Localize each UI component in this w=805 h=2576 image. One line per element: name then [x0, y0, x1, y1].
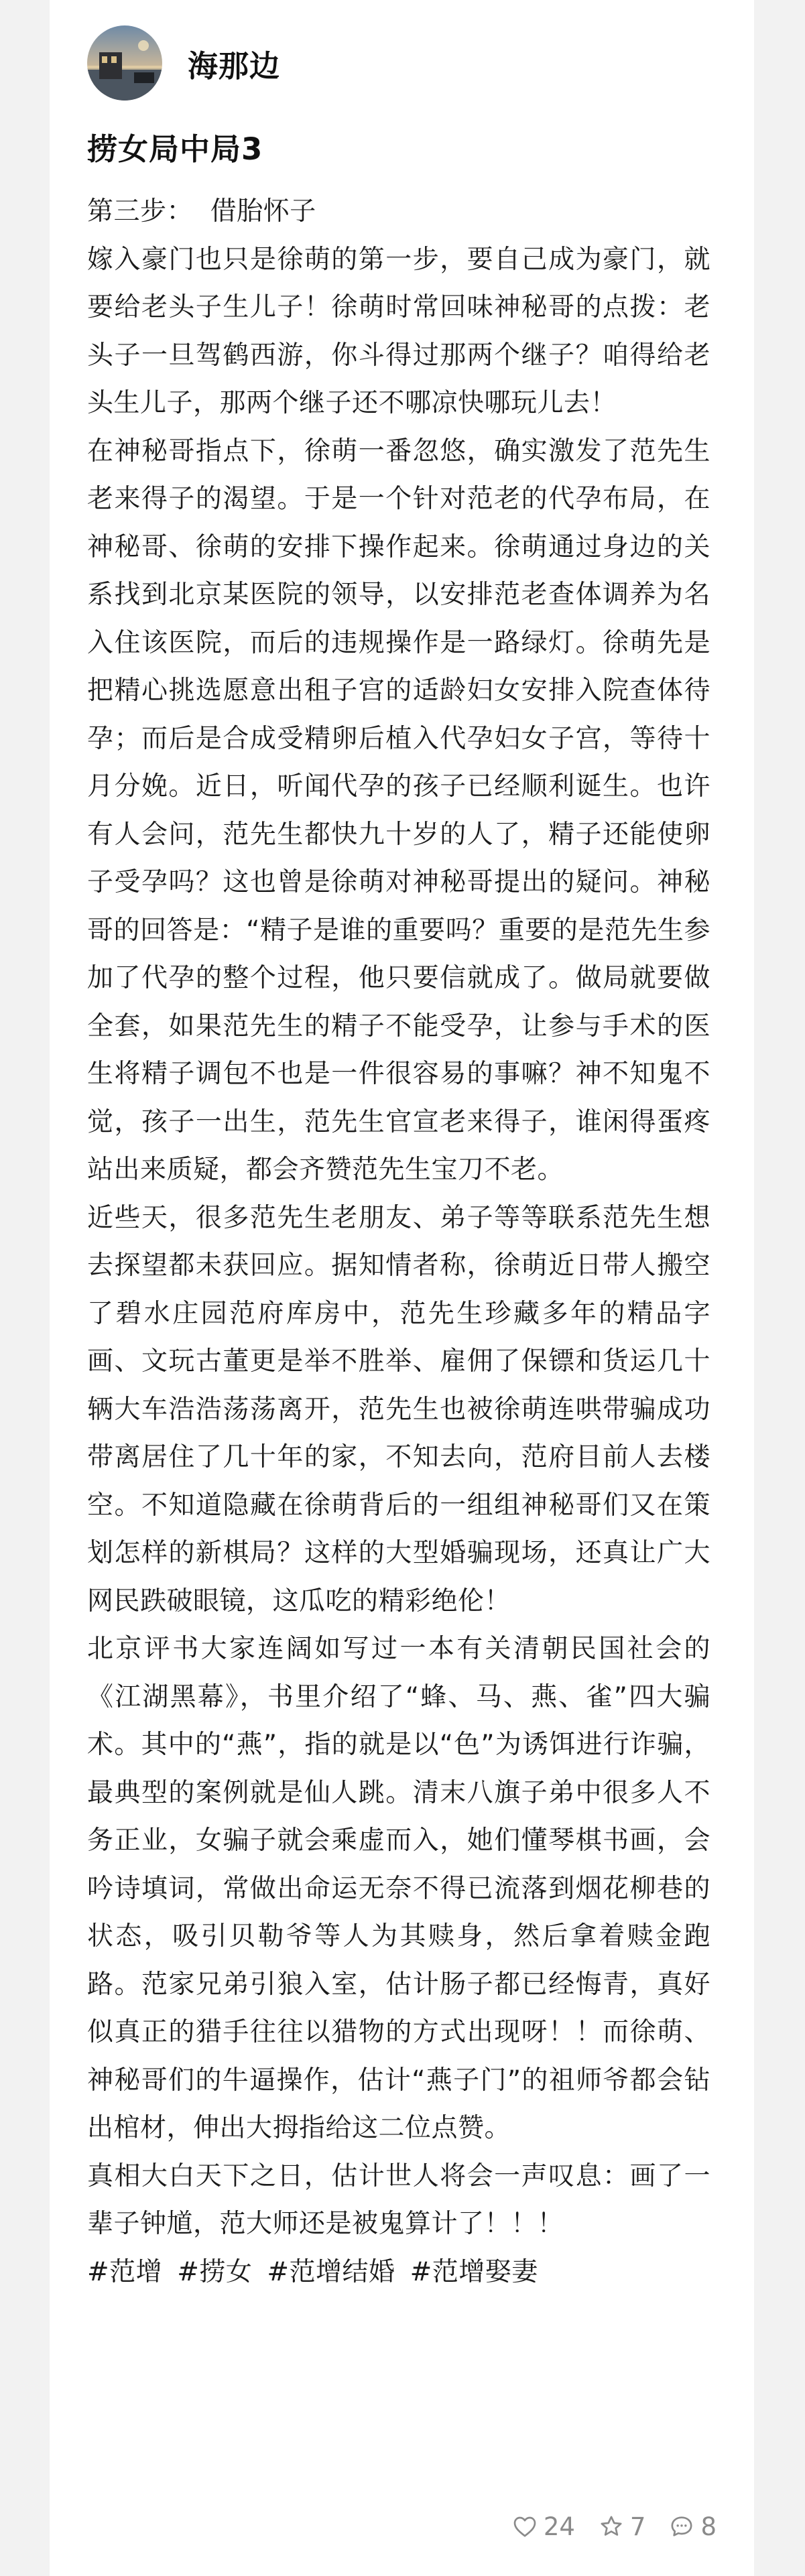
post-title: 捞女局中局3 [87, 131, 263, 167]
step-label: 第三步： 借胎怀子 [87, 196, 316, 227]
comment-button[interactable] [668, 2512, 717, 2541]
comment-count: 8 [700, 2512, 717, 2541]
favorite-count: 7 [629, 2512, 646, 2541]
like-button[interactable] [511, 2512, 575, 2541]
post-card [50, 0, 754, 2576]
post-content [87, 188, 710, 2296]
hashtag[interactable]: #范增 [87, 2256, 163, 2287]
avatar[interactable] [87, 25, 162, 101]
heart-icon [511, 2513, 538, 2540]
paragraph: 在神秘哥指点下，徐萌一番忽悠，确实激发了范先生老来得子的渴望。于是一个针对范老的代孕布局，在神秘哥、徐萌的安排下操作起来。徐萌通过身边的关系找到北京某医院的领导，以安排范老查体调养为名入住该医院，而后的违规操作是一路绿灯。徐萌先是把精心挑选愿意出租子宫的适龄妇女安排入院查体待孕；而后是合成受精卵后植入代孕妇女子宫，等待十月分娩。近日，听闻代孕的孩子已经顺利诞生。也许有人会问，范先生都快九十岁的人了，精子还能使卵子受孕吗？这也曾是徐萌对神秘哥提出的疑问。神秘哥的回答是：“精子是谁的重要吗？重要的是范先生参加了代孕的整个过程，他只要信就成了。做局就要做全套，如果范先生的精子不能受孕，让参与手术的医生将精子调包不也是一件很容易的事嘛？神不知鬼不觉，孩子一出生，范先生官宣老来得子，谁闲得蛋疼站出来质疑，都会齐赞范先生宝刀不老。 [87, 436, 710, 1185]
paragraph: 真相大白天下之日，估计世人将会一声叹息：画了一辈子钟馗，范大师还是被鬼算计了！！！ [87, 2161, 710, 2239]
hashtag[interactable]: #范增娶妻 [410, 2256, 538, 2287]
hashtag[interactable]: #范增结婚 [267, 2256, 395, 2287]
paragraph: 近些天，很多范先生老朋友、弟子等等联系范先生想去探望都未获回应。据知情者称，徐萌近日带人搬空了碧水庄园范府库房中，范先生珍藏多年的精品字画、文玩古董更是举不胜举、雇佣了保镖和货运几十辆大车浩浩荡荡离开，范先生也被徐萌连哄带骗成功带离居住了几十年的家，不知去向，范府目前人去楼空。不知道隐藏在徐萌背后的一组组神秘哥们又在策划怎样的新棋局？这样的大型婚骗现场，还真让广大网民跌破眼镜，这瓜吃的精彩绝伦！ [87, 1202, 710, 1616]
comment-icon [668, 2513, 695, 2540]
avatar-image [87, 25, 162, 101]
author-name[interactable]: 海那边 [188, 48, 281, 84]
hashtag-list [87, 2248, 710, 2297]
paragraph: 北京评书大家连阔如写过一本有关清朝民国社会的《江湖黑幕》，书里介绍了“蜂、马、燕、雀”四大骗术。其中的“燕”，指的就是以“色”为诱饵进行诈骗，最典型的案例就是仙人跳。清末八旗子弟中很多人不务正业，女骗子就会乘虚而入，她们懂琴棋书画，会吟诗填词，常做出命运无奈不得已流落到烟花柳巷的状态，吸引贝勒爷等人为其赎身，然后拿着赎金跑路。范家兄弟引狼入室，估计肠子都已经悔青，真好似真正的猎手往往以猎物的方式出现呀！！而徐萌、神秘哥们的牛逼操作，估计“燕子门”的祖师爷都会钻出棺材，伸出大拇指给这二位点赞。 [87, 1634, 710, 2143]
star-icon [598, 2513, 625, 2540]
like-count: 24 [543, 2512, 575, 2541]
action-bar [489, 2506, 717, 2547]
paragraph: 嫁入豪门也只是徐萌的第一步，要自己成为豪门，就要给老头子生儿子！徐萌时常回味神秘哥的点拨：老头子一旦驾鹤西游，你斗得过那两个继子？咱得给老头生儿子，那两个继子还不哪凉快哪玩儿去！ [87, 244, 710, 418]
favorite-button[interactable] [598, 2512, 646, 2541]
hashtag[interactable]: #捞女 [177, 2256, 253, 2287]
post-header [87, 23, 280, 103]
